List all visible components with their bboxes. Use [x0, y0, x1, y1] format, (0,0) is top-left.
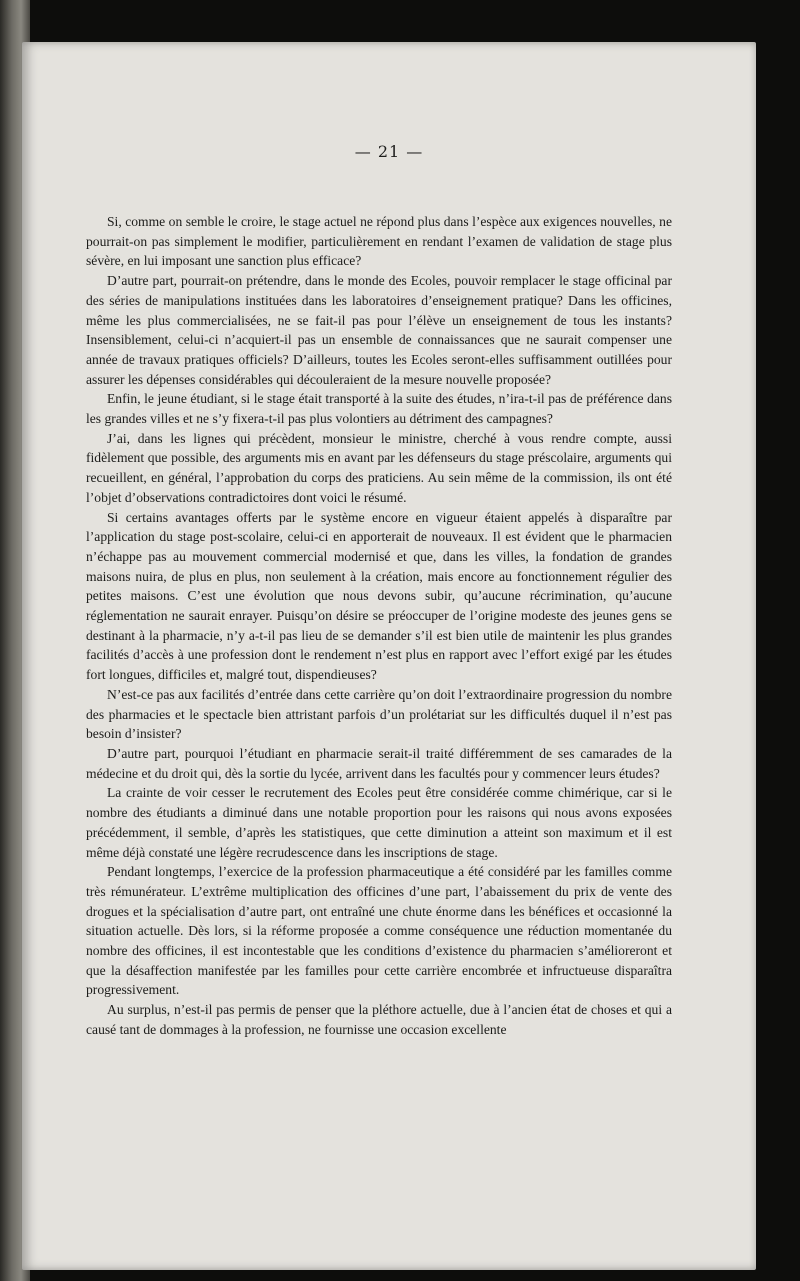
paragraph-3: Enfin, le jeune étudiant, si le stage était transporté à la suite des études, n’ira-t-il pas de préférence dans les grandes villes et ne s’y fixera-t-il pas plus volontiers au détriment des campagnes? — [86, 391, 672, 427]
paragraph-6: N’est-ce pas aux facilités d’entrée dans cette carrière qu’on doit l’extraordinaire progression du nombre des pharmacies et le spectacle bien attristant parfois d’un prolétariat sur les difficultés duquel il n’est pas besoin d’insister? — [86, 686, 672, 742]
paragraph-8: La crainte de voir cesser le recrutement des Ecoles peut être considérée comme chimérique, car si le nombre des étudiants a diminué dans une notable proportion pour les raisons qui nous avons exposées précédemment, il semble, d’après les statistiques, que cette diminution a atteint son maximum et il est même déjà constaté une légère recrudescence dans les inscriptions de stage. — [86, 785, 672, 860]
page-number: — 21 — — [354, 142, 424, 161]
paragraph-5: Si certains avantages offerts par le système encore en vigueur étaient appelés à disparaître par l’application du stage post-scolaire, celui-ci en apporterait de nouveaux. Il est évident que le pharmacien n’échappe pas au mouvement commercial modernisé et que, dans les villes, la fondation de grandes maisons nuira, de plus en plus, non seulement à la création, mais encore au fonctionnement régulier des petites maisons. C’est une évolution que nous devons subir, qu’aucune récrimination, qu’aucune réglementation ne saurait enrayer. Puisqu’on désire se préoccuper de l’origine modeste des jeunes gens se destinant à la pharmacie, n’y a-t-il pas lieu de se demander s’il est bien utile de maintenir les plus grandes facilités d’accès à une profession dont le rendement n’est plus en rapport avec l’effort exigé par les études fort longues, difficiles et, malgré tout, dispendieuses? — [86, 509, 672, 683]
paragraph-10: Au surplus, n’est-il pas permis de penser que la pléthore actuelle, due à l’ancien état de choses et qui a causé tant de dommages à la profession, ne fournisse une occasion excellente — [86, 1002, 672, 1037]
paragraph-7: D’autre part, pourquoi l’étudiant en pharmacie serait-il traité différemment de ses camarades de la médecine et du droit qui, dès la sortie du lycée, arrivent dans les facultés pour y commencer leurs études? — [86, 745, 672, 781]
document-page — [22, 42, 756, 1270]
body-text — [86, 160, 672, 1040]
paragraph-1: Si, comme on semble le croire, le stage actuel ne répond plus dans l’espèce aux exigences nouvelles, ne pourrait-on pas simplement le modifier, particulièrement en rendant l’examen de validation de stage plus sévère, en lui imposant une sanction plus efficace? — [86, 214, 672, 269]
paragraph-9: Pendant longtemps, l’exercice de la profession pharmaceutique a été considéré par les familles comme très rémunérateur. L’extrême multiplication des officines d’une part, l’abaissement du prix de vente des drogues et la spécialisation d’autre part, ont entraîné une chute énorme dans les bénéfices et occasionné la situation actuelle. Dès lors, si la réforme proposée a comme conséquence une réduction momentanée du nombre des officines, il est incontestable que les conditions d’existence du pharmacien s’amélioreront et que la désaffection manifestée par les familles pour cette carrière encombrée et infructueuse disparaîtra progressivement. — [86, 864, 672, 998]
paragraph-4: J’ai, dans les lignes qui précèdent, monsieur le ministre, cherché à vous rendre compte, aussi fidèlement que possible, des arguments mis en avant par les défenseurs du stage préscolaire, arguments qui recueillent, en général, l’approbation du corps des praticiens. Au sein même de la commission, ils ont été l’objet d’observations contradictoires dont voici le résumé. — [86, 430, 672, 505]
paragraph-2: D’autre part, pourrait-on prétendre, dans le monde des Ecoles, pouvoir remplacer le stage officinal par des séries de manipulations instituées dans les laboratoires d’enseignement pratique? Dans les officines, même les plus commercialisées, ne se fait-il pas pour l’élève un enseignement de tous les instants? Insensiblement, celui-ci n’acquiert-il pas un ensemble de connaissances que ne saurait compenser une année de travaux pratiques officiels? D’ailleurs, toutes les Ecoles seront-elles suffisamment outillées pour assurer les dépenses considérables qui découleraient de la mesure nouvelle proposée? — [86, 273, 672, 387]
